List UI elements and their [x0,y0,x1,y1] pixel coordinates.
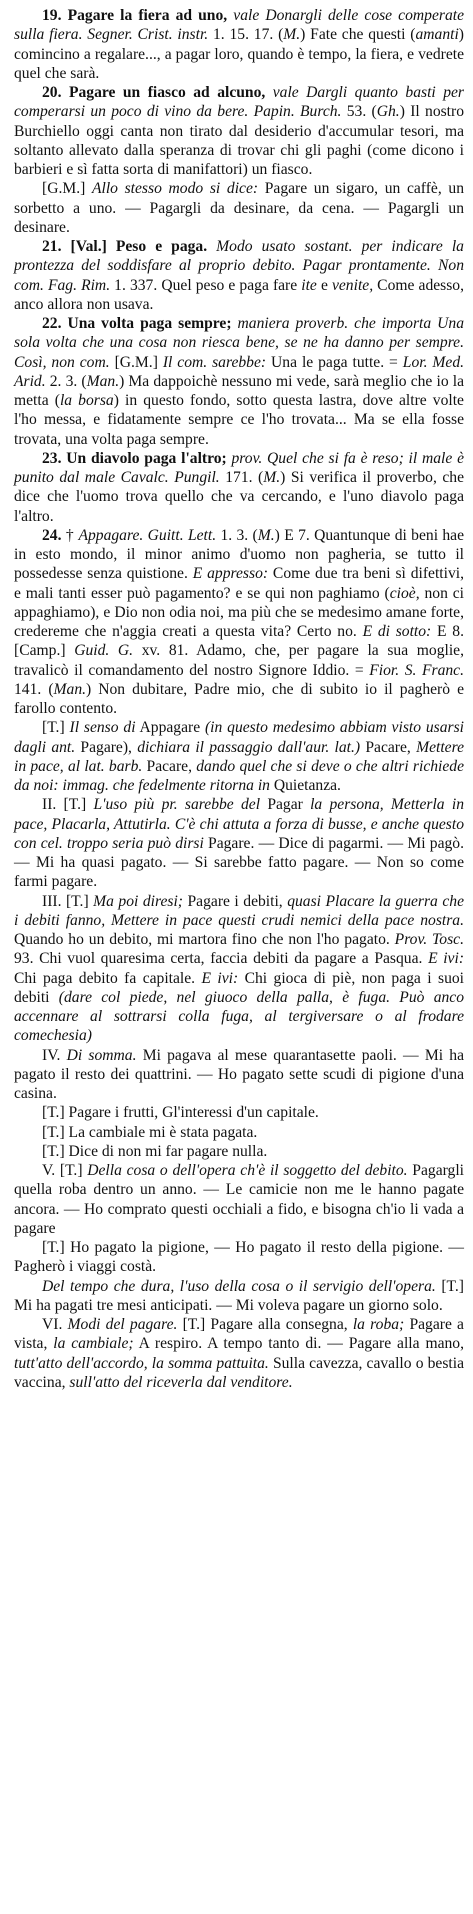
italic-text: tutt'atto dell'accordo, la somma pattuita. [14,1354,269,1372]
entry-text: ) comincino a regalare..., a pagar loro, quando è tempo, la fiera, e vedrete quel che sarà. [14,26,464,82]
entry-text: Pagargli quella roba dentro un anno. — Le camicie non me le hanno pagate ancora. — Ho comprato questi occhiali a fido, e bisogna ch'io li vada a pagare [14,1162,464,1237]
dictionary-entry [14,1103,464,1122]
italic-text: amanti [415,26,459,44]
entry-headword: 24. [42,526,62,544]
entry-text: [T.] La cambiale mi è stata pagata. [42,1123,258,1141]
entry-text: ) Non dubitare, Padre mio, che di subito io il pagherò e farollo contento. [14,680,464,717]
italic-text: L'uso più pr. sarebbe del [93,796,261,814]
entry-text: [T.] Mi ha pagati tre mesi anticipati. — Mi voleva pagare un giorno solo. [14,1277,464,1314]
dictionary-entry [14,1161,464,1238]
entry-text: Quando ho un debito, mi martora fino che non l'ho pagato. [14,931,395,948]
italic-text: sull'atto del riceverla dal venditore. [69,1373,293,1391]
entry-headword: 22. Una volta paga sempre; [42,315,232,332]
entry-text: 141. ( [14,680,54,698]
italic-text: (in questo medesimo abbiam visto usarsi dagli ant. [14,719,464,756]
entry-text: Sulla cavezza, cavallo o bestia vaccina, [14,1354,464,1391]
italic-text: Di somma. [66,1046,137,1064]
italic-text: Ma poi diresi; [93,892,183,910]
italic-text: la borsa [59,392,114,409]
italic-text: Modo usato sostant. per indicare la prontezza del soddisfare al proprio debito. Pagar prontamente. Non com. Fag. Rim. [14,238,464,294]
italic-text: Appagare. Guitt. Lett. [78,526,217,544]
entry-text: Pacare, [142,757,197,775]
italic-text: la cambiale; [53,1335,134,1353]
entry-text: IV. [42,1046,67,1064]
italic-text: M. [263,469,281,486]
entry-text: [T.] Pagare i frutti, Gl'interessi d'un capitale. [42,1104,319,1122]
italic-text: Modi del pagare. [67,1316,178,1333]
entry-text: non ci appaghiamo), e Dio non odia noi, ma più che se medesimo amane forte, credereme che n'aggia creati a questa vita? Certo no. [14,584,464,640]
italic-text: Lor. Med. Arid. [14,353,465,390]
entry-text: Pagar [260,796,311,814]
italic-text: quasi Placare la guerra che i debiti fanno, Mettere in pace questi crudi nemici della pace nostra. [14,892,464,929]
italic-text: Man. [53,680,87,698]
italic-text: Allo stesso modo si dice: [91,180,259,198]
italic-text: vale Dargli quanto basti per comperarsi un poco di vino da bere. Papin. Burch. [14,84,464,121]
dictionary-entry [14,83,464,179]
entry-text: Pagare i debiti, [183,892,288,910]
dictionary-entry [14,6,464,83]
italic-text: E ivi: [201,969,239,987]
italic-text: E ivi: [428,950,465,968]
entry-text: A respiro. A tempo tanto di. — Pagare alla mano, [133,1335,464,1353]
entry-text: Pagare), [75,738,138,756]
entry-text: 53. ( [341,103,377,121]
italic-text: maniera proverb. che importa Una sola volta che una cosa non riesca bene, se ne ha danno per sempre. Così, non com. [14,315,464,371]
dictionary-entry [14,1315,464,1392]
entry-text: xv. 81. Adamo, che, per pagare la sua moglie, travalicò il comandamento del nostro Signore Iddio. = [14,642,464,679]
entry-headword: 19. Pagare la fiera ad uno, [42,7,228,24]
italic-text: E appresso: [192,565,269,583]
entry-text: ) in questo fondo, sotto questa lastra, dove altre volte l'ho messa, e fidatamente sempre ce l'ho trovata... Ma se ella fosse trovata, una volta paga sempre. [14,392,464,448]
entry-text: ) Fate che questi ( [300,26,416,44]
dictionary-entry [14,237,464,314]
italic-text: Fior. S. Franc. [369,661,464,679]
entry-text: Pagare un sigaro, un caffè, un sorbetto a uno. — Pagargli da desinare, da cena. — Pagargli un desinare. [14,180,464,236]
dictionary-entry [14,795,464,891]
entry-text: [T.] [42,719,70,737]
dictionary-entry [14,1142,464,1161]
entry-headword: 20. Pagare un fiasco ad alcuno, [42,84,266,101]
italic-text: (dare col piede, nel giuoco della palla, è fuga. Può anco accennare al sottrarsi colla fuga, al tergiversare o al frodare comechesia) [14,988,465,1045]
entry-text: † [61,526,79,544]
entry-text: 2. 3. ( [45,372,87,390]
entry-text: 171. ( [219,469,264,486]
dictionary-entry [14,449,464,526]
italic-text: Del tempo che dura, l'uso della cosa o il servigio dell'opera. [42,1277,436,1295]
dictionary-entry [14,892,464,1046]
entry-text: II. [T.] [42,796,94,814]
entry-text: Pagare a vista, [14,1316,464,1353]
entry-text: VI. [42,1316,68,1333]
entry-text: 1. 3. ( [216,526,258,544]
italic-text: cioè, [389,584,420,602]
entry-text: Una le paga tutte. = [266,353,403,371]
italic-text: M. [257,526,275,544]
dictionary-entry [14,1046,464,1104]
entry-text: Pagare. — Dice di pagarmi. — Mi pagò. — Mi ha quasi pagato. — Si sarebbe fatto pagare. — Non so come farmi pagare. [14,834,464,891]
italic-text: M. [283,26,301,44]
entry-headword: 23. Un diavolo paga l'altro; [42,449,227,467]
entry-text: Chi gioca di piè, non paga i suoi debiti [14,969,465,1006]
entry-text: Pacare, [360,738,417,756]
entry-text: Come adesso, anco allora non usava. [14,276,464,313]
entry-text: III. [T.] [42,892,94,910]
italic-text: prov. Quel che si fa è reso; il male è punito dal male Cavalc. Pungil. [14,449,464,486]
entry-text: V. [T.] [42,1162,88,1179]
entry-text: 93. Chi vuol quaresima certa, faccia debiti da pagare a Pasqua. [14,950,429,968]
italic-text: la roba; [352,1316,405,1333]
entry-text: [T.] Pagare alla consegna, [177,1316,353,1333]
entry-text: [G.M.] [42,180,92,198]
italic-text: Il com. sarebbe: [162,353,267,371]
italic-text: dichiara il passaggio dall'aur. lat.) [137,738,361,756]
italic-text: Gh. [376,103,400,121]
entry-text: 1. 15. 17. ( [208,26,284,44]
italic-text: Man. [86,372,120,390]
italic-text: E di sotto: [362,623,432,640]
italic-text: vale Donargli delle cose comperate sulla fiera. Segner. Crist. instr. [14,7,464,44]
italic-text: venite, [331,276,374,294]
entry-text: E 8. [Camp.] [14,623,464,660]
entry-text: Mi pagava al mese quarantasette paoli. — Mi ha pagato il resto dei quattrini. — Ho pagato sette scudi di pigione d'una casina. [14,1046,465,1102]
entry-text: ) Il nostro Burchiello oggi canta non tirato dal desiderio d'accumular tesori, ma soltanto allevato dalla speranza di trovar chi gli paghi (come dicono i barbieri e sì fatta sorta di manifattori) un fiasco. [14,103,465,178]
entry-headword: 21. [Val.] Peso e paga. [42,238,208,255]
entry-text: Chi paga debito fa capitale. [14,969,202,987]
entry-text: Come due tra beni sì difettivi, e mali tanti esser può pagamento? e se qui non paghiamo ( [14,565,464,602]
italic-text: ite [301,276,317,294]
dictionary-entry [14,179,464,237]
dictionary-entry [14,1123,464,1142]
entry-text: [T.] Dice di non mi far pagare nulla. [42,1142,268,1160]
entry-text: ) Si verifica il proverbo, che dice che l'uomo trova quello che va cercando, e l'uno diavolo paga l'altro. [14,469,464,525]
entry-text: ) E 7. Quantunque di beni hae in esto mondo, il minor animo d'uomo non pagheria, se tutto il possedesse senza quistione. [14,526,465,583]
dictionary-entry [14,1277,464,1316]
entry-text: Quietanza. [269,777,341,794]
italic-text: Della cosa o dell'opera ch'è il soggetto del debito. [87,1162,408,1179]
italic-text: Mettere in pace, al lat. barb. [14,738,464,775]
italic-text: Guid. G. [74,642,134,660]
italic-text: Prov. Tosc. [394,931,464,948]
entry-text: [T.] Ho pagato la pigione, — Ho pagato il resto della pigione. — Pagherò i viaggi costà. [14,1239,464,1276]
italic-text: la persona, Metterla in pace, Placarla, Attutirla. C'è chi attuta a forza di busse, e anche questo con cel. troppo seria può dirsi [14,796,464,852]
dictionary-entry [14,718,464,795]
dictionary-entry [14,526,464,719]
dictionary-entry [14,314,464,449]
entry-text: Appagare [135,719,205,737]
entry-text: e [316,276,332,294]
italic-text: Il senso di [69,719,136,737]
dictionary-entry [14,1238,464,1277]
entry-text: [G.M.] [109,353,163,371]
entry-text: 1. 337. Quel peso e paga fare [110,276,302,294]
entry-text: ) Ma dappoichè nessuno mi vede, sarà meglio che io la metta ( [14,372,464,409]
italic-text: dando quel che si deve o che altri richiede da noi: immag. che fedelmente ritorna in [14,757,465,794]
